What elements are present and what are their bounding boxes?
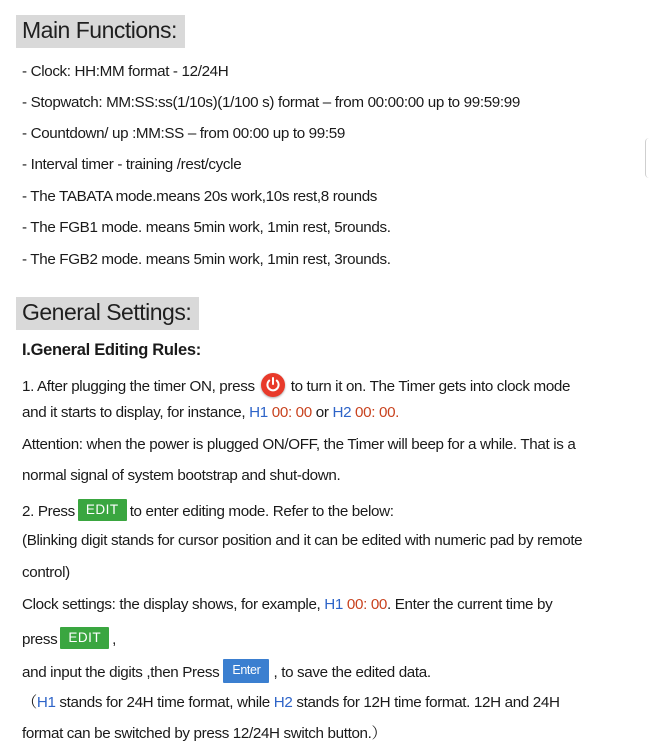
- function-clock: - Clock: HH:MM format - 12/24H: [22, 63, 229, 80]
- format-note-h1-label: H1: [36, 694, 56, 711]
- function-tabata: - The TABATA mode.means 20s work,10s rest,8 rounds: [22, 188, 378, 205]
- format-note-line: [22, 691, 560, 712]
- power-button[interactable]: [261, 373, 285, 397]
- rule-1-text-a: 1. After plugging the timer ON, press: [22, 378, 255, 395]
- function-fgb1: - The FGB1 mode. means 5min work, 1min rest, 5rounds.: [22, 219, 391, 236]
- clock-settings-time-value: 00: 00: [346, 596, 388, 613]
- rule-1-display-line: [22, 404, 399, 421]
- function-countdown: - Countdown/ up :MM:SS – from 00:00 up to 99:59: [22, 125, 345, 142]
- function-fgb2: - The FGB2 mode. means 5min work, 1min rest, 3rounds.: [22, 251, 391, 268]
- rule-1-line: [22, 373, 570, 397]
- main-functions-heading: Main Functions:: [16, 15, 185, 48]
- format-note-text-a: stands for 24H time format, while: [55, 694, 274, 711]
- function-interval: - Interval timer - training /rest/cycle: [22, 156, 242, 173]
- press-edit-line: [22, 627, 116, 649]
- format-note-line-2: format can be switched by press 12/24H switch button.）: [22, 725, 387, 742]
- h1-time-value: 00: 00: [271, 404, 312, 421]
- rule-1-display-text: and it starts to display, for instance,: [22, 404, 246, 421]
- format-note-h2-label: H2: [273, 694, 293, 711]
- enter-button[interactable]: Enter: [223, 659, 269, 683]
- or-text: or: [315, 404, 329, 421]
- press-text: press: [22, 631, 58, 648]
- format-note-text-b: stands for 12H time format. 12H and 24H: [292, 694, 560, 711]
- attention-line-2: normal signal of system bootstrap and shut-down.: [22, 467, 341, 484]
- rule-1-text-b: to turn it on. The Timer gets into clock mode: [290, 378, 571, 395]
- editing-rules-subheading: I.General Editing Rules:: [22, 341, 201, 359]
- function-stopwatch: - Stopwatch: MM:SS:ss(1/10s)(1/100 s) format – from 00:00:00 up to 99:59:99: [22, 94, 520, 111]
- enter-text-b: , to save the edited data.: [273, 664, 431, 681]
- power-icon: [264, 376, 282, 394]
- clock-settings-text-a: Clock settings: the display shows, for example,: [22, 596, 321, 613]
- clock-settings-text-b: . Enter the current time by: [387, 596, 553, 613]
- clock-settings-line: [22, 596, 552, 613]
- blinking-note-line-2: control): [22, 564, 70, 581]
- h2-time-value: 00: 00.: [355, 404, 400, 421]
- enter-text-a: and input the digits ,then Press: [22, 664, 220, 681]
- rule-2-line: [22, 499, 394, 521]
- clock-settings-h1-label: H1: [324, 596, 344, 613]
- press-comma: ,: [112, 631, 117, 648]
- edit-button-2[interactable]: EDIT: [60, 627, 109, 649]
- attention-line: Attention: when the power is plugged ON/OFF, the Timer will beep for a while. That is a: [22, 436, 576, 453]
- general-settings-heading: General Settings:: [16, 297, 199, 330]
- h2-mode-label: H2: [332, 404, 352, 421]
- enter-line: [22, 659, 431, 683]
- scroll-edge-indicator: [645, 138, 650, 178]
- edit-button[interactable]: EDIT: [78, 499, 127, 521]
- rule-2-text-b: to enter editing mode. Refer to the below:: [129, 503, 394, 520]
- rule-2-text-a: 2. Press: [22, 503, 75, 520]
- h1-mode-label: H1: [249, 404, 268, 421]
- format-note-open-paren: （: [22, 694, 37, 711]
- blinking-note-line: (Blinking digit stands for cursor position and it can be edited with numeric pad by remote: [22, 532, 583, 549]
